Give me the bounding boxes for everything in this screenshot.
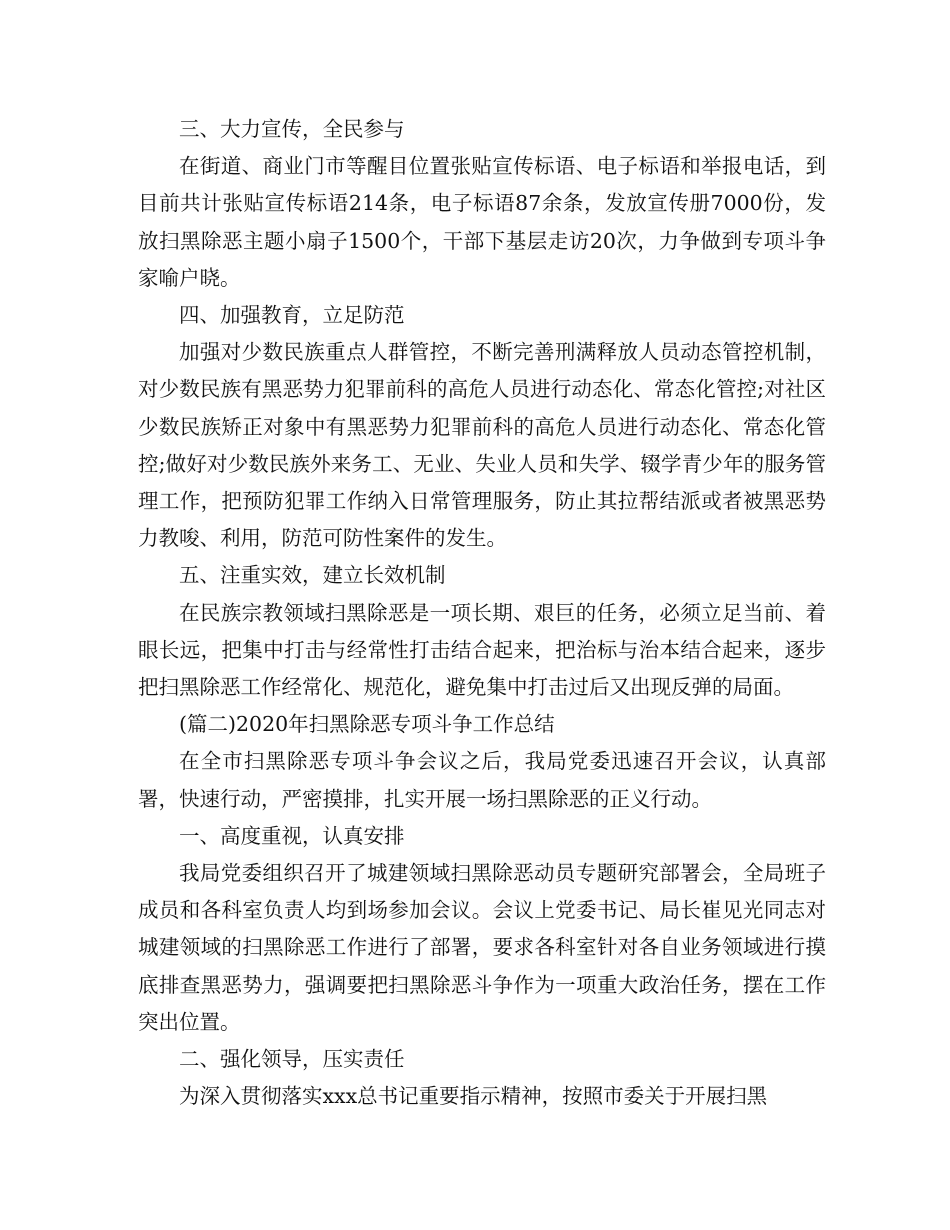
paragraph-intro: 在全市扫黑除恶专项斗争会议之后，我局党委迅速召开会议，认真部署，快速行动，严密摸排，扎实开展一场扫黑除恶的正义行动。	[138, 749, 826, 811]
article-title-part-two: (篇二)2020年扫黑除恶专项斗争工作总结	[179, 712, 555, 737]
paragraph-long-term: 在民族宗教领域扫黑除恶是一项长期、艰巨的任务，必须立足当前、着眼长远，把集中打击与经常性打击结合起来，把治标与治本结合起来，逐步把扫黑除恶工作经常化、规范化，避免集中打击过后又出现反弹的局面。	[138, 600, 826, 700]
paragraph-education: 加强对少数民族重点人群管控，不断完善刑满释放人员动态管控机制，对少数民族有黑恶势力犯罪前科的高危人员进行动态化、常态化管控;对社区少数民族矫正对象中有黑恶势力犯罪前科的高危人员进行动态化、常态化管控;做好对少数民族外来务工、无业、失业人员和失学、辍学青少年的服务管理工作，把预防犯罪工作纳入日常管理服务，防止其拉帮结派或者被黑恶势力教唆、利用，防范可防性案件的发生。	[138, 340, 826, 551]
paragraph-publicity: 在街道、商业门市等醒目位置张贴宣传标语、电子标语和举报电话，到目前共计张贴宣传标语214条，电子标语87余条，发放宣传册7000份，发放扫黑除恶主题小扇子1500个，干部下基层走访20次，力争做到专项斗争家喻户晓。	[138, 154, 826, 290]
section-heading-publicity: 三、大力宣传，全民参与	[179, 117, 405, 141]
section-heading-education: 四、加强教育，立足防范	[179, 303, 405, 328]
paragraph-attention: 我局党委组织召开了城建领域扫黑除恶动员专题研究部署会，全局班子成员和各科室负责人均到场参加会议。会议上党委书记、局长崔见光同志对城建领域的扫黑除恶工作进行了部署，要求各科室针对各自业务领域进行摸底排查黑恶势力，强调要把扫黑除恶斗争作为一项重大政治任务，摆在工作突出位置。	[138, 861, 826, 1034]
section-heading-leadership: 二、强化领导，压实责任	[179, 1047, 405, 1072]
document-body	[138, 111, 826, 1115]
paragraph-leadership: 为深入贯彻落实xxx总书记重要指示精神，按照市委关于开展扫黑	[179, 1084, 768, 1109]
section-heading-attention: 一、高度重视，认真安排	[179, 823, 405, 848]
section-heading-long-term: 五、注重实效，建立长效机制	[179, 563, 446, 588]
